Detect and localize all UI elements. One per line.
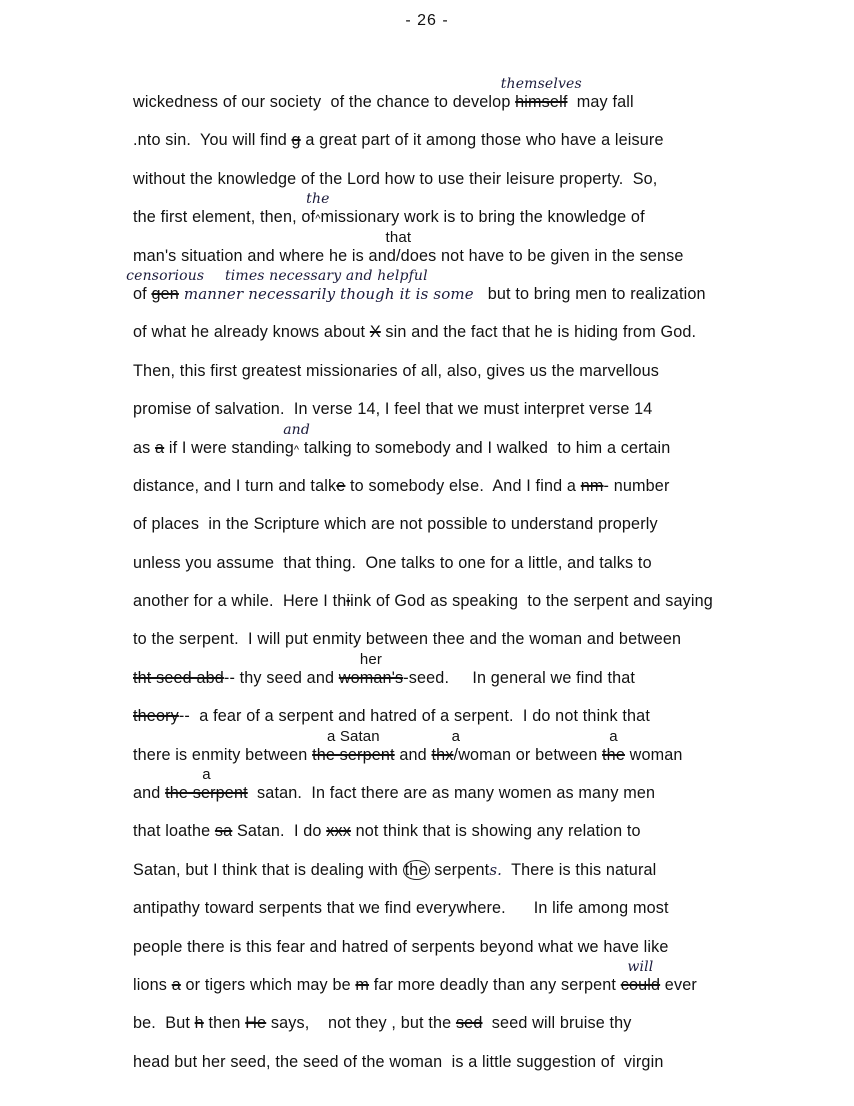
segment [155, 439, 164, 457]
text-line [133, 130, 713, 168]
text-segment: lions [133, 975, 172, 994]
text-line [133, 421, 713, 476]
text-segment: -- a fear of a serpent and hatred of a serpent. I do not think that [178, 707, 650, 726]
segment [431, 746, 453, 764]
segment [660, 976, 697, 994]
typewritten-body [126, 76, 713, 1090]
segment [602, 727, 625, 764]
text-line [133, 898, 713, 936]
segment [133, 247, 396, 265]
segment [133, 784, 165, 802]
handwritten-insertion: s. [489, 860, 503, 879]
segment [567, 93, 633, 111]
text-segment: ink of God as speaking to the serpent and saying [350, 592, 713, 611]
typed-correction: her [359, 650, 383, 668]
text-segment: or tigers which may be [180, 975, 356, 994]
insertion-mark: ^ [293, 443, 300, 456]
text-segment: to the serpent. I will put enmity between thee and the woman and between [133, 630, 682, 649]
text-segment: -- thy seed and [223, 668, 339, 687]
text-line [126, 267, 713, 322]
text-segment: -seed. In general we find that [403, 668, 636, 687]
segment [266, 1014, 456, 1032]
segment [133, 1053, 663, 1071]
struck-text: a [155, 438, 165, 457]
segment [292, 131, 301, 149]
text-segment: .nto sin. You will find [133, 131, 292, 150]
text-segment: seed will bruise thy [482, 1014, 632, 1033]
circled-text: the [404, 860, 428, 879]
text-segment: Then, this first greatest missionaries of all, also, gives us the marvellous [133, 361, 660, 380]
typed-correction: a Satan [327, 727, 380, 745]
struck-text: the serpent [312, 745, 395, 764]
segment [133, 170, 657, 188]
typed-correction: a [202, 766, 211, 784]
text-segment: to somebody else. And I find a [345, 476, 581, 495]
struck-text: xxx [326, 822, 351, 841]
segment [351, 822, 641, 840]
segment [625, 746, 683, 764]
text-line [133, 76, 713, 130]
text-segment: of places in the Scripture which are not possible to understand properly [133, 515, 658, 534]
segment [181, 976, 356, 994]
segment [133, 976, 172, 994]
segment [133, 1014, 195, 1032]
struck-text: himself [515, 93, 568, 111]
text-line [133, 629, 713, 667]
text-segment: and [133, 784, 166, 803]
struck-text: a [171, 975, 181, 994]
struck-text: thx [431, 745, 454, 764]
struck-text: X [369, 323, 381, 342]
segment [133, 362, 659, 380]
handwritten-correction: censorious [126, 267, 205, 284]
struck-text: woman's [338, 668, 404, 687]
text-segment: woman [624, 745, 683, 764]
segment [133, 93, 515, 111]
text-line [133, 727, 713, 783]
segment [345, 477, 580, 495]
text-segment: sin and the fact that he is hiding from God. [380, 323, 697, 342]
segment [179, 707, 650, 725]
typed-correction: that [385, 228, 412, 246]
segment [133, 400, 652, 418]
struck-text: tht seed abd [133, 668, 224, 687]
text-line [133, 650, 713, 706]
text-segment: of what he already knows about [133, 323, 370, 342]
segment [430, 861, 490, 879]
segment [299, 439, 670, 457]
segment [620, 958, 661, 994]
text-segment: man's situation and where he is and [133, 246, 397, 265]
segment [248, 784, 655, 802]
text-segment: - number [603, 476, 670, 495]
segment [133, 439, 155, 457]
text-line [133, 322, 713, 360]
segment [381, 323, 696, 341]
segment [474, 285, 706, 303]
text-line [133, 399, 713, 437]
segment [178, 267, 474, 303]
text-segment: a great part of it among those who have a leisure [300, 131, 664, 150]
text-segment: head but her seed, the seed of the woman is a little suggestion of virgin [133, 1052, 664, 1071]
segment [370, 323, 381, 341]
segment [403, 669, 635, 687]
text-segment: without the knowledge of the Lord how to use their leisure property. So, [133, 169, 658, 188]
text-line [133, 1052, 713, 1090]
insertion-mark: / [396, 246, 401, 265]
handwritten-correction: will [627, 958, 654, 975]
segment [133, 285, 151, 303]
text-segment: and [394, 745, 432, 764]
segment [133, 746, 312, 764]
handwritten-correction: the [306, 191, 330, 208]
typed-correction: a [609, 727, 618, 745]
struck-text: the [602, 745, 625, 764]
struck-text: e [336, 476, 346, 495]
text-segment: far more deadly than any serpent [369, 975, 621, 994]
segment [133, 861, 403, 879]
segment [133, 208, 315, 226]
segment [195, 1014, 204, 1032]
struck-text: sa [214, 822, 233, 841]
segment [312, 727, 395, 764]
segment [165, 766, 248, 803]
handwritten-correction: times necessary and helpful [224, 267, 428, 284]
segment [133, 131, 292, 149]
segment [326, 822, 351, 840]
text-line [133, 1013, 713, 1051]
text-segment: then [203, 1014, 246, 1033]
segment [133, 899, 669, 917]
segment [133, 630, 681, 648]
struck-text: theory [133, 707, 179, 726]
text-line [133, 821, 713, 859]
segment [133, 323, 370, 341]
text-line [133, 937, 713, 975]
text-segment: but to bring men to realization [473, 284, 706, 303]
typed-correction: a [451, 727, 461, 745]
segment [403, 861, 430, 879]
text-segment: there is enmity between [133, 745, 313, 764]
text-segment: as [133, 438, 156, 457]
text-segment: the first element, then, of [133, 208, 316, 227]
text-segment: satan. In fact there are as many women as many men [247, 784, 656, 803]
segment [133, 477, 336, 495]
handwritten-correction: themselves [500, 76, 582, 92]
text-segment: people there is this fear and hatred of serpents beyond what we have like [133, 937, 669, 956]
struck-text: gen [151, 284, 179, 303]
text-segment: that loathe [133, 822, 215, 841]
segment [483, 1014, 632, 1032]
segment [321, 208, 645, 226]
text-segment: ever [660, 975, 697, 994]
struck-text: could [620, 975, 661, 994]
handwritten-correction: and [283, 421, 310, 438]
segment [338, 650, 404, 687]
segment [133, 822, 215, 840]
text-segment: missionary work is to bring the knowledge of [320, 208, 645, 227]
segment [245, 1014, 266, 1032]
text-line [133, 361, 713, 399]
handwritten-insertion: manner necessarily though it is some [178, 284, 474, 303]
text-segment: There is this natural [502, 860, 657, 879]
segment [204, 1014, 245, 1032]
segment [395, 746, 432, 764]
text-segment: another for a while. Here I th [133, 592, 347, 611]
text-line [133, 191, 713, 245]
struck-text: nm [580, 476, 604, 495]
text-line [133, 514, 713, 552]
insertion-mark: / [453, 745, 459, 764]
text-line [133, 860, 713, 898]
segment [502, 861, 656, 879]
struck-text: i [346, 592, 351, 611]
segment [581, 477, 604, 495]
struck-text: sed [455, 1014, 483, 1033]
struck-text: h [194, 1014, 204, 1033]
segment [133, 592, 346, 610]
text-segment: does not have to be given in the sense [400, 246, 684, 265]
text-segment: of [133, 284, 152, 303]
text-line [133, 766, 713, 821]
text-segment: talking to somebody and I walked to him a certain [299, 438, 671, 457]
text-segment: be. But [133, 1014, 195, 1033]
segment [301, 131, 664, 149]
struck-text: g [291, 131, 301, 150]
text-segment: not think that is showing any relation to [350, 822, 641, 841]
segment [164, 439, 294, 457]
text-segment: wickedness of our society of the chance to develop [133, 93, 516, 111]
text-line [133, 591, 713, 629]
text-segment: Satan, but I think that is dealing with [133, 860, 403, 879]
segment [133, 515, 658, 533]
text-line [133, 169, 713, 207]
segment [458, 746, 602, 764]
text-segment: woman or between [458, 745, 603, 764]
text-segment: serpent [429, 860, 490, 879]
page-number: - 26 - [405, 12, 449, 29]
text-segment: antipathy toward serpents that we find everywhere. In life among most [133, 899, 669, 918]
segment [133, 669, 224, 687]
text-segment: distance, and I turn and talk [133, 476, 337, 495]
segment [215, 822, 232, 840]
segment [224, 669, 339, 687]
text-segment: may fall [567, 93, 634, 111]
text-line [133, 553, 713, 591]
segment [604, 477, 670, 495]
segment [401, 247, 684, 265]
text-segment: says, not they , but the [266, 1014, 456, 1033]
text-line [133, 706, 713, 744]
text-segment: unless you assume that thing. One talks to one for a little, and talks to [133, 553, 652, 572]
segment [133, 554, 652, 572]
segment [133, 707, 179, 725]
struck-text: m [355, 975, 370, 994]
segment [369, 976, 621, 994]
text-line [133, 476, 713, 514]
text-segment: if I were standing [164, 438, 294, 457]
struck-text: He [245, 1014, 267, 1033]
segment [355, 976, 369, 994]
segment [456, 1014, 483, 1032]
segment [232, 822, 326, 840]
segment [350, 592, 713, 610]
segment [133, 938, 669, 956]
text-segment: Satan. I do [232, 822, 327, 841]
text-line [133, 958, 713, 1013]
segment [172, 976, 181, 994]
segment [500, 76, 582, 111]
struck-text: the serpent [165, 784, 248, 803]
segment [489, 861, 502, 879]
text-segment: promise of salvation. In verse 14, I feel that we must interpret verse 14 [133, 400, 653, 419]
insertion-mark: ^ [315, 213, 321, 226]
